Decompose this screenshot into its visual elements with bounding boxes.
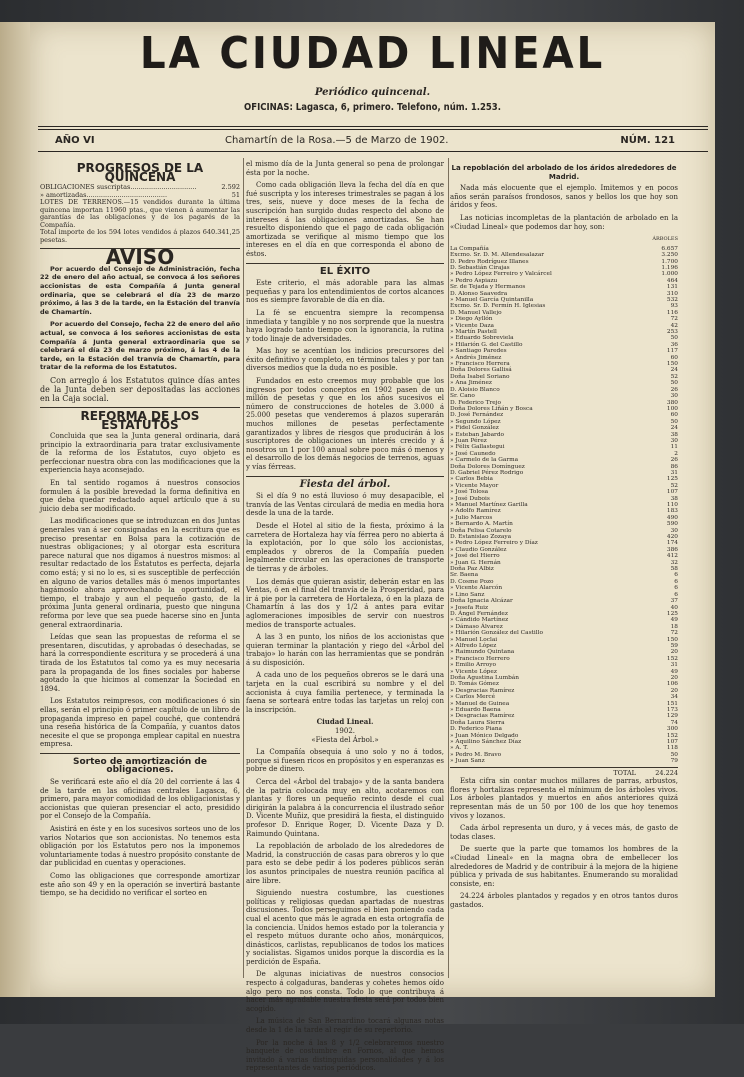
tree-donor: » Cándido Martínez [450, 617, 509, 624]
tree-count: 50 [670, 335, 678, 342]
tree-count: 49 [670, 617, 678, 624]
tree-donor: » Juan Mónico Delgado [450, 732, 519, 739]
tree-count: 79 [670, 758, 678, 765]
tree-count: 30 [670, 437, 678, 444]
masthead-subtitle: Periódico quincenal. [314, 87, 431, 98]
tree-donor: D. Manuel Vallejo [450, 309, 502, 316]
dateline-year: AÑO VI [55, 135, 95, 146]
divider [246, 263, 444, 264]
tree-donor: » Esteban Jabardo [450, 431, 505, 438]
fiesta-paragraph: La música de San Bernardino tocará algunas notas desde la 1 de la tarde al regir de su repertorio. [246, 1017, 444, 1035]
tree-count: 420 [666, 534, 678, 541]
tree-donor: » Segundo López [450, 418, 501, 425]
tree-count: 50 [670, 751, 678, 758]
aviso-paragraph: Por acuerdo del Consejo, fecha 22 de enero del año actual, se convoca á los señores accionistas de esta Compañía á Junta general extraordinaria que se celebrará el día 23 de marzo próximo, á las 4 de la tarde, en la Estación del tranvía de Chamartín, para tratar de la reforma de los Estatutos. [40, 320, 240, 372]
fiesta-paragraph: A cada uno de los pequeños obreros se le dará una tarjeta en la cual escribirá su nombre y el del accionista á cuya familia pertenece, y terminada la faena se sorteará entre todas las tarjetas un reloj con la inscripción. [246, 671, 444, 714]
fiesta-paragraph: De algunas iniciativas de nuestros consocios respecto á colgaduras, banderas y cohetes hemos oído algo pero no nos consta. Todo lo que contribuya á hacer más agradable nuestra fiesta será por todos bien acogido. [246, 970, 444, 1013]
tree-count: 151 [666, 700, 678, 707]
tree-count: 152 [666, 732, 678, 739]
tree-count: 110 [666, 502, 678, 508]
tree-donor: » Hilarión G. del Castillo [450, 341, 523, 348]
closing-paragraph: 24.224 árboles plantados y regados y en otros tantos duros gastados. [450, 892, 678, 909]
tree-donor: » Alfredo López [450, 642, 497, 649]
tree-donor: » Eduardo Baena [450, 707, 501, 713]
tree-count: 386 [666, 546, 678, 553]
sorteo-heading: Sorteo de amortización de obligaciones. [73, 756, 207, 776]
repoblacion-intro: Nada más elocuente que el ejemplo. Imitemos y en pocos años serán paraísos frondosos, sanos y bellos los que hoy son áridos y feos. [450, 184, 678, 210]
tree-donor: Sr. de Tejada y Hermanos [450, 284, 526, 291]
tree-count: 6 [674, 578, 678, 585]
tree-count: 3.250 [661, 252, 678, 259]
exito-paragraph: Mas hoy se acentúan los indicios precursores del éxito definitivo y completo, en términos tales y por tan diversos medios que la duda no es posible. [246, 347, 444, 373]
row-label: » amortizadas....................................... [40, 190, 168, 199]
reforma-paragraph: Leídas que sean las propuestas de reforma el se presentaren, discutidas, y aprobadas ó desechadas, se hará la correspondiente escritura y se procederá á una tirada de los Estatutos tal como ya es muy necesaria para la propaganda de los fines sociales por haberse agotado la que hicimos al comenzar la Sociedad en 1894. [40, 633, 240, 693]
dateline-place-date: Chamartín de la Rosa.—5 de Marzo de 1902. [225, 135, 449, 146]
tree-count: 183 [666, 508, 678, 515]
tree-donor: Sr. Cano [450, 393, 475, 400]
closing-paragraph: De suerte que la parte que tomamos los hombres de la «Ciudad Lineal» en la magna obra de embellecer los alrededores de Madrid y de contribuir á la mejora de la higiene pública y privada de sus habitantes. Enumerando su moralidad consiste, en: [450, 845, 678, 888]
tree-donor: » Carmelo de la Garma [450, 457, 519, 464]
tree-donor: » Raimundo Quintana [450, 649, 515, 656]
tree-count: 125 [666, 476, 678, 483]
tree-donor: » Vicente Alarcón [450, 585, 503, 592]
total-label: TOTAL [613, 768, 636, 777]
tree-donor: » Francisco Herrero [450, 655, 510, 662]
tree-donor: Doña Laura Sierra [450, 719, 505, 726]
tree-count: 20 [670, 687, 678, 694]
tree-donor: » Hilarión González del Castillo [450, 630, 543, 637]
tree-donor: » Manuel de Guinea [450, 700, 510, 707]
tree-donor: » Manuel Loclai [450, 636, 498, 643]
fiesta-paragraph: Desde el Hotel al sitio de la fiesta, próximo á la carretera de Hortaleza hay vía férrea pero no abierta á la explotación, por lo que sólo los accionistas, empleados y obreros de la Compañía pueden legalmente circular en las operaciones de transporte de tierras y de árboles. [246, 521, 444, 573]
column-divider-1 [243, 158, 244, 978]
inscription-sub: «Fiesta del Árbol.» [311, 735, 379, 744]
tree-donor: » Ana Jiménez [450, 380, 492, 387]
tree-count: 1.196 [661, 264, 678, 271]
tree-count: 174 [666, 540, 678, 547]
row-label: Total importe de los 594 lotes vendidos á plazos 640.341,25 pesetas. [40, 228, 240, 244]
aviso-paragraph: Con arreglo á los Estatutos quince días antes de la Junta deben ser depositadas las acciones en la Caja social. [40, 375, 240, 403]
tree-donor: » José Dubois [450, 495, 490, 502]
tree-count: 74 [670, 719, 678, 726]
tree-donor: » A. T. [450, 745, 469, 752]
tree-count: 72 [670, 630, 678, 637]
tree-donor: D. Tomás Gómez [450, 681, 499, 688]
tree-count: 118 [666, 745, 678, 752]
tree-count: 150 [666, 636, 678, 643]
tree-count: 30 [670, 393, 678, 400]
tree-donor: Sr. Baena [450, 572, 479, 579]
tree-donor: » Félix Gallastegui [450, 444, 505, 451]
tree-donor: » Pedro López Ferreiro y Valcárcel [450, 271, 552, 278]
tree-count: 125 [666, 610, 678, 617]
tree-count: 6 [674, 572, 678, 579]
fiesta-paragraph: Por la noche á las 8 y 1/2 celebraremos nuestro banquete de costumbre en Fornos, al que hemos invitado á varias distinguidas personalidades y á los representantes de varios periódicos. [246, 1038, 444, 1073]
dateline-issue: NÚM. 121 [620, 135, 675, 146]
tree-count: 152 [666, 655, 678, 662]
progreso-table [40, 184, 240, 244]
top-rule-double [38, 129, 708, 130]
fiesta-paragraph: A las 3 en punto, los niños de los accionistas que quieran terminar la plantación y riego del «Árbol del trabajo» lo harán con las herramientas que se pondrán á su disposición. [246, 633, 444, 667]
tree-donor: » Adolfo Ramírez [450, 508, 501, 515]
tree-count: 490 [666, 514, 678, 521]
divider [246, 476, 444, 477]
tree-donor: » Dámaso Álvarez [450, 623, 503, 630]
tree-donor: D. Ángel Fernández [450, 610, 508, 617]
tree-count: 26 [670, 457, 678, 464]
column-3 [450, 160, 678, 913]
tree-count: 1.000 [661, 271, 678, 278]
tree-count: 38 [670, 495, 678, 502]
tree-count: 116 [666, 309, 678, 316]
tree-count: 380 [666, 399, 678, 406]
tree-count: 20 [670, 649, 678, 656]
tree-count: 30 [670, 527, 678, 534]
tree-donor: D. Federico Trejo [450, 399, 501, 406]
divider [40, 753, 240, 754]
tree-donor: » Claudio González [450, 546, 507, 553]
reforma-paragraph: En tal sentido rogamos á nuestros consocios formulen á la posible brevedad la forma definitiva en que deba quedar redactado aquel artículo que á su juicio deba ser modificado. [40, 479, 240, 513]
trees-total [450, 770, 678, 778]
fiesta-paragraph: Si el día 9 no está lluvioso ó muy desapacible, el tranvía de las Ventas circulará de media en media hora desde la una de la tarde. [246, 492, 444, 518]
reforma-paragraph: Concluida que sea la Junta general ordinaria, dará principio la extraordinaria para tratar exclusivamente de la reforma de los Estatutos, cuyo objeto es perfeccionar nuestra obra con las modificaciones que la experiencia haya aconsejado. [40, 432, 240, 475]
tree-donor: Excmo. Sr. D. M. Allendesalazar [450, 252, 545, 259]
repoblacion-intro: Las noticias incompletas de la plantación de arbolado en la «Ciudad Lineal» que podemos dar hoy, son: [450, 213, 678, 231]
tree-count: 129 [666, 713, 678, 720]
tree-donor: » Lino Sanz [450, 591, 485, 598]
column-2 [246, 160, 444, 1077]
tree-count: 37 [670, 598, 678, 605]
tree-count: 50 [670, 380, 678, 387]
exito-paragraph: Fundados en esto creemos muy probable que los ingresos por todos conceptos en 1902 pasen de un millón de pesetas y que en los años sucesivos el número de construcciones de hoteles de 3.000 á 25.000 pesetas que venderemos á plazos superarán muchos millones de pesetas perfectamente garantizados y libres de riesgos que producirán á los suscriptores de obligaciones un interés crecido y á nosotros un 1 por 100 anual sobre poco más ó menos y el desarrollo de los demás negocios de terrenos, aguas y vías férreas. [246, 377, 444, 471]
tree-count: 310 [666, 290, 678, 297]
divider [450, 767, 678, 768]
tree-donor: » Pedro López Ferreiro y Díaz [450, 540, 538, 547]
tree-donor: » Bernardo A. Martín [450, 521, 513, 528]
tree-donor: » Juan Pérez [450, 437, 487, 444]
tree-donor: » Pedro Aspiazu [450, 277, 498, 284]
tree-count: 34 [670, 694, 678, 701]
tree-count: 31 [670, 469, 678, 476]
tree-donor: D. Alonso Saavedra [450, 290, 508, 297]
tree-donor: Excmo. Sr. D. Fermín H. Iglesias [450, 303, 546, 310]
tree-donor: D. Sebastián Cirajas [450, 264, 510, 271]
fiesta-heading: Fiesta del árbol. [299, 478, 391, 490]
closing-paragraph: Esta cifra sin contar muchos millares de parras, arbustos, flores y hortalizas representa el mínimum de los árboles vivos. Los árboles plantados y muertos en años anteriores quizá representan más de un 50 por 100 de los que hoy tenemos vivos y lozanos. [450, 777, 678, 820]
tree-donor: » José Caunedo [450, 450, 496, 457]
tree-count: 6.657 [661, 245, 678, 252]
row-value: 2.592 [221, 183, 240, 192]
tree-count: 412 [666, 553, 678, 560]
reforma-paragraph: Los Estatutos reimpresos, con modificaciones ó sin ellas, serán el principio ó primer capítulo de un libro de propaganda impreso en papel couché, que contendrá una reseña histórica de la Compañía, y cuantos datos necesite el que se proponga emplear capital en nuestra empresa. [40, 697, 240, 749]
tree-donor: D. Cosme Pozo [450, 578, 494, 585]
tree-donor: » Josefa Ruiz [450, 604, 489, 611]
exito-paragraph: La fé se encuentra siempre la recompensa inmediata y tangible y no nos sorprende que la nuestra haya logrado tanto tiempo con la ignorancia, la rutina y todo linaje de adversidades. [246, 308, 444, 343]
tree-count: 2 [674, 450, 678, 457]
tree-count: 18 [670, 623, 678, 630]
table-row [450, 770, 678, 778]
top-rule [38, 126, 708, 127]
aviso-paragraph: Por acuerdo del Consejo de Administración, fecha 22 de enero del año actual, se convoca á los señores accionistas de esta Compañía á Junta general ordinaria, que se celebrará el día 23 de marzo próximo, á las 3 de la tarde, en la Estación del tranvía de Chamartín. [40, 264, 240, 316]
tree-donor: » Carlos Mercé [450, 694, 496, 701]
tree-donor: » Manuel Martínez Garilla [450, 502, 528, 508]
tree-donor: Doña Paz Albiz [450, 566, 494, 573]
tree-donor: » José del Hierro [450, 553, 500, 560]
tree-donor: Doña Ignacia Alcázar [450, 598, 513, 605]
tree-donor: » Desgracias Ramírez [450, 713, 515, 720]
masthead-offices: OFICINAS: Lagasca, 6, primero. Telefono, núm. 1.253. [244, 102, 501, 113]
progreso-heading: PROGRESOS DE LA QUINCENA [76, 161, 204, 184]
tree-donor: » Juan Sanz [450, 758, 485, 765]
trees-column-header: ÁRBOLES [652, 236, 678, 243]
tree-count: 32 [670, 559, 678, 566]
tree-count: 31 [670, 662, 678, 669]
aviso-heading: AVISO [105, 245, 175, 270]
tree-donor: Doña Agustina Lumbán [450, 674, 519, 681]
tree-count: 58 [670, 566, 678, 573]
tree-donor: » José Tolosa [450, 489, 489, 496]
column-1 [40, 160, 240, 902]
tree-count: 150 [666, 361, 678, 368]
tree-count: 52 [670, 482, 678, 489]
tree-donor: » Francisco Herrera [450, 361, 510, 368]
tree-donor: La Compañía [450, 245, 489, 252]
tree-donor: Doña Dolores Liñán y Bosca [450, 405, 533, 412]
fiesta-paragraph: Siguiendo nuestra costumbre, las cuestiones políticas y religiosas quedan apartadas de nuestras discusiones. Todos perseguimos el bien poniendo cada cual el acento que más le agrada en esta ortografía de la conciencia. Unidos hemos estado por la tolerancia y el respeto mútuos durante ocho años, monárquicos, dinásticos, carlistas, republicanos de todos los matices y socialistas. Sigamos unidos porque la discordia es la perdición de España. [246, 889, 444, 966]
tree-count: 40 [670, 604, 678, 611]
total-value: 24.224 [655, 768, 678, 777]
tree-count: 86 [670, 463, 678, 470]
fiesta-paragraph: La repoblación de arbolado de los alrededores de Madrid, la construcción de casas para obreros y lo que para esto se debe pedir á los poderes públicos serán los asuntos principales de nuestra reunión pacífica al aire libre. [246, 842, 444, 885]
table-row [450, 758, 678, 764]
tree-donor: Doña Isabel Soriano [450, 373, 510, 380]
tree-count: 24 [670, 425, 678, 432]
tree-donor: » Manuel García Quintanilla [450, 297, 534, 303]
table-row [40, 199, 240, 229]
exito-heading: EL ÉXITO [319, 265, 371, 277]
tree-donor: Doña Felisa Cotarelo [450, 527, 512, 534]
tree-count: 24 [670, 367, 678, 374]
tree-donor: » Emilio Arroyo [450, 662, 496, 669]
divider [40, 407, 240, 408]
tree-donor: » Diego Ayllón [450, 316, 493, 323]
tree-donor: Doña Dolores Domínguez [450, 463, 525, 470]
tree-donor: » Vicente Daza [450, 322, 494, 329]
masthead-title: LA CIUDAD LINEAL [139, 28, 606, 79]
dateline-rule [38, 151, 708, 152]
tree-donor: » Julio Marcos [450, 514, 493, 521]
tree-count: 131 [666, 284, 678, 291]
tree-donor: D. Aloisio Blanco [450, 386, 500, 393]
tree-count: 38 [670, 431, 678, 438]
repoblacion-heading: La repoblación del arbolado de los áridos alrededores de Madrid. [451, 164, 677, 181]
tree-count: 50 [670, 418, 678, 425]
tree-count: 20 [670, 674, 678, 681]
tree-count: 60 [670, 412, 678, 419]
tree-donor: D. Gabriel Pérez Rodrigo [450, 469, 524, 476]
closing-paragraph: Cada árbol representa un duro, y á veces más, de gasto de todas clases. [450, 824, 678, 841]
tree-count: 36 [670, 341, 678, 348]
row-value: 51 [231, 190, 240, 199]
newspaper-page [30, 22, 715, 1073]
inscription-year: 1902. [334, 727, 356, 736]
tree-count: 60 [670, 354, 678, 361]
fiesta-paragraph: La Compañía obsequia á uno solo y no á todos, porque si fuesen ricos en propósitos y en esperanzas es pobre de dinero. [246, 748, 444, 774]
tree-count: 107 [666, 489, 678, 496]
row-label: LOTES DE TERRENOS.—15 vendidos durante la última quincena importan 11960 ptas., que vienen á aumentar las garantías de las obligaciones y de los pagarés de la Compañía. [40, 198, 240, 229]
intro-paragraph: Como cada obligación lleva la fecha del día en que fué suscripta y los intereses trimestrales se pagan á los tres, seis, nueve y doce meses de la fecha de suscripción han surgido dudas respecto del abono de intereses á las obligaciones amortizadas. Se han resuelto disponiendo que el pago de cada obligación amortizada se verifique al mismo tiempo que los intereses en el día en que corresponda el abono de éstos. [246, 181, 444, 258]
tree-count: 59 [670, 642, 678, 649]
reforma-paragraph: Las modificaciones que se introduzcan en dos Juntas generales van á ser consignadas en la escritura que es preciso presentar en Bolsa para la cotización de nuestras obligaciones; y al otorgar esta escritura parece natural que nos digamos á nuestros mismos: al resultar redactado de los Estatutos es perfecta, dejarla como está; y si no lo es, si es susceptible de perfección en alguno de varios detalles más ó menos importantes hagámoslo ahora aprovechando la oportunidad, el tiempo, el trabajo y aun el pequeño gasto, de la próxima Junta general ordinaria, puesto que ninguna reforma por leve que sea puede hacerse sino en Junta general extraordinaria. [40, 517, 240, 629]
inscription-city: Ciudad Lineal. [316, 717, 374, 727]
tree-count: 49 [670, 668, 678, 675]
tree-count: 93 [670, 303, 678, 310]
tree-count: 253 [666, 329, 678, 336]
tree-donor: Doña Dolores Gallisá [450, 367, 512, 374]
tree-count: 107 [666, 739, 678, 746]
dateline [55, 135, 675, 149]
sorteo-paragraph: Como las obligaciones que corresponde amortizar este año son 49 y en la operación se invertirá bastante tiempo, se ha decidido no verificar el sorteo en [40, 872, 240, 898]
tree-donor: D. Estanislao Zozaya [450, 534, 512, 541]
trees-table [450, 246, 678, 765]
tree-donor: » Vicente López [450, 668, 497, 675]
tree-count: 11 [670, 444, 678, 451]
column-divider-2 [448, 158, 449, 978]
tree-count: 300 [666, 726, 678, 733]
tree-donor: » Carlos Bebia [450, 476, 493, 483]
tree-donor: D. Federico Piana [450, 726, 503, 733]
sorteo-paragraph: Se verificará este año el día 20 del corriente á las 4 de la tarde en las oficinas centrales Lagasca, 6, primero, para mayor comodidad de los obligacionistas y accionistas que quieran presenciar el acto, presidido por el Consejo de la Compañía. [40, 778, 240, 821]
tree-donor: D. Pedro Rodríguez Illanes [450, 258, 529, 265]
tree-donor: » Andrés Jiménez [450, 354, 502, 361]
tree-count: 106 [666, 681, 678, 688]
tree-count: 590 [666, 521, 678, 528]
tree-donor: » Aquilino Sánchez Díaz [450, 739, 522, 746]
tree-donor: » Eduardo Sobreviela [450, 335, 514, 342]
tree-count: 532 [666, 297, 678, 303]
tree-donor: » Pedro M. Bravo [450, 751, 502, 758]
tree-donor: D. José Fernández [450, 412, 504, 419]
tree-count: 117 [666, 348, 678, 355]
table-row [40, 229, 240, 244]
tree-count: 6 [674, 585, 678, 592]
tree-count: 6 [674, 591, 678, 598]
fiesta-paragraph: Cerca del «Árbol del trabajo» y de la santa bandera de la patria colocada muy en alto, acotaremos con plantas y flores un pequeño recinto desde el cual dirigirán la palabra á la concurrencia el ilustrado señor D. Vicente Muñiz, que presidirá la fiesta, el distinguido profesor D. Enrique Roger, D. Vicente Daza y D. Raimundo Quintana. [246, 778, 444, 838]
tree-donor: » Fidel González [450, 425, 499, 432]
tree-count: 42 [670, 322, 678, 329]
tree-donor: » Vicente Mayor [450, 482, 499, 489]
exito-paragraph: Este criterio, el más adorable para las almas pequeñas y para los entendimientos de cortos alcances nos es siempre favorable de día en día. [246, 279, 444, 305]
fiesta-paragraph: Los demás que quieran asistir, deberán estar en las Ventas, ó en el final del tranvía de la Prosperidad, para ir á pie por la carretera de Hortaleza, ó en la plaza de Chamartín á las dos y 1/2 á antes para evitar aglomeraciones imposibles de servir con nuestros medios de transporte actuales. [246, 577, 444, 629]
tree-count: 1.700 [661, 258, 678, 265]
tree-count: 72 [670, 316, 678, 323]
tree-donor: » Santiago Paredes [450, 348, 507, 355]
tree-count: 52 [670, 373, 678, 380]
sorteo-paragraph: Asistirá en éste y en los sucesivos sorteos uno de los varios Notarios que son accionistas. No tenemos esta obligación por los Estatutos pero nos la imponemos voluntariamente todas á nuestro propósito constante de dar publicidad en cuentas y operaciones. [40, 825, 240, 868]
reforma-heading: REFORMA DE LOS ESTATUTOS [80, 408, 200, 432]
tree-donor: » Martín Pastell [450, 329, 497, 336]
tree-count: 173 [666, 707, 678, 713]
tree-count: 26 [670, 386, 678, 393]
tree-count: 100 [666, 405, 678, 412]
intro-paragraph: el mismo día de la Junta general so pena de prolongar ésta por la noche. [246, 160, 444, 177]
tree-donor: » Juan G. Hernán [450, 559, 501, 566]
row-label: OBLIGACIONES suscriptas................................ [40, 183, 197, 192]
previous-page-edge [0, 22, 31, 997]
tree-donor: » Desgracias Ramírez [450, 687, 515, 694]
tree-count: 464 [666, 277, 678, 284]
